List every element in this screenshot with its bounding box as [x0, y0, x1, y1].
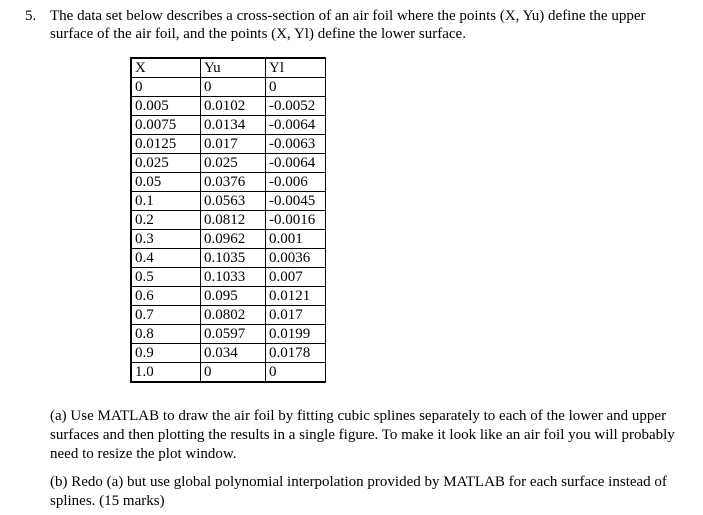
part-a-text: (a) Use MATLAB to draw the air foil by fitting cubic splines separately to each of the lower and upper surfaces and then plotting the results in a single figure. To make it look like an air foil you will probably need to resize the plot window. — [50, 408, 675, 462]
table-row — [131, 173, 326, 192]
cell-x: 0.7 — [131, 306, 201, 325]
table-header-row — [131, 58, 326, 78]
cell-yu: 0.0563 — [201, 192, 266, 211]
cell-yu: 0.0102 — [201, 97, 266, 116]
cell-x: 0.05 — [131, 173, 201, 192]
cell-yl: -0.0052 — [266, 97, 326, 116]
cell-x: 0.1 — [131, 192, 201, 211]
table-row — [131, 192, 326, 211]
table-row — [131, 135, 326, 154]
cell-yl: -0.0045 — [266, 192, 326, 211]
cell-yl: -0.0064 — [266, 116, 326, 135]
cell-x: 0.0075 — [131, 116, 201, 135]
table-row — [131, 78, 326, 97]
table-row — [131, 97, 326, 116]
cell-yu: 0.0134 — [201, 116, 266, 135]
cell-yl: 0 — [266, 78, 326, 97]
cell-yu: 0.0802 — [201, 306, 266, 325]
header-x: X — [131, 58, 201, 78]
cell-x: 0.2 — [131, 211, 201, 230]
cell-yl: 0.017 — [266, 306, 326, 325]
cell-yl: 0 — [266, 363, 326, 383]
cell-yu: 0.0962 — [201, 230, 266, 249]
table-row — [131, 154, 326, 173]
table-row — [131, 249, 326, 268]
cell-yu: 0.0812 — [201, 211, 266, 230]
cell-yu: 0.0597 — [201, 325, 266, 344]
cell-yu: 0.1033 — [201, 268, 266, 287]
table-row — [131, 230, 326, 249]
cell-yl: -0.0063 — [266, 135, 326, 154]
question-number: 5. — [25, 8, 37, 24]
cell-yl: -0.0064 — [266, 154, 326, 173]
cell-x: 0.005 — [131, 97, 201, 116]
cell-yl: 0.001 — [266, 230, 326, 249]
cell-yl: -0.0016 — [266, 211, 326, 230]
cell-yu: 0.034 — [201, 344, 266, 363]
table-row — [131, 325, 326, 344]
cell-yu: 0.095 — [201, 287, 266, 306]
table-row — [131, 306, 326, 325]
cell-x: 0.025 — [131, 154, 201, 173]
cell-yu: 0.017 — [201, 135, 266, 154]
table-row — [131, 268, 326, 287]
cell-yl: -0.006 — [266, 173, 326, 192]
table-body — [131, 78, 326, 383]
cell-yu: 0.0376 — [201, 173, 266, 192]
cell-yl: 0.0121 — [266, 287, 326, 306]
cell-x: 0 — [131, 78, 201, 97]
cell-x: 0.4 — [131, 249, 201, 268]
cell-x: 0.8 — [131, 325, 201, 344]
cell-x: 0.9 — [131, 344, 201, 363]
cell-yl: 0.007 — [266, 268, 326, 287]
cell-x: 0.5 — [131, 268, 201, 287]
cell-yu: 0.025 — [201, 154, 266, 173]
cell-x: 0.6 — [131, 287, 201, 306]
table-row — [131, 211, 326, 230]
cell-yu: 0 — [201, 78, 266, 97]
cell-x: 0.0125 — [131, 135, 201, 154]
question-intro: The data set below describes a cross-section of an air foil where the points (X, Yu) define the upper surface of the air foil, and the points (X, Yl) define the lower surface. — [50, 8, 646, 42]
table-row — [131, 287, 326, 306]
header-yu: Yu — [201, 58, 266, 78]
table-row — [131, 116, 326, 135]
header-yl: Yl — [266, 58, 326, 78]
cell-yl: 0.0178 — [266, 344, 326, 363]
cell-x: 0.3 — [131, 230, 201, 249]
cell-yu: 0.1035 — [201, 249, 266, 268]
table-row — [131, 363, 326, 383]
table-row — [131, 344, 326, 363]
cell-yl: 0.0199 — [266, 325, 326, 344]
airfoil-data-table — [130, 57, 326, 383]
cell-x: 1.0 — [131, 363, 201, 383]
cell-yu: 0 — [201, 363, 266, 383]
cell-yl: 0.0036 — [266, 249, 326, 268]
part-b-text: (b) Redo (a) but use global polynomial interpolation provided by MATLAB for each surface instead of splines. (15 marks) — [50, 474, 667, 509]
